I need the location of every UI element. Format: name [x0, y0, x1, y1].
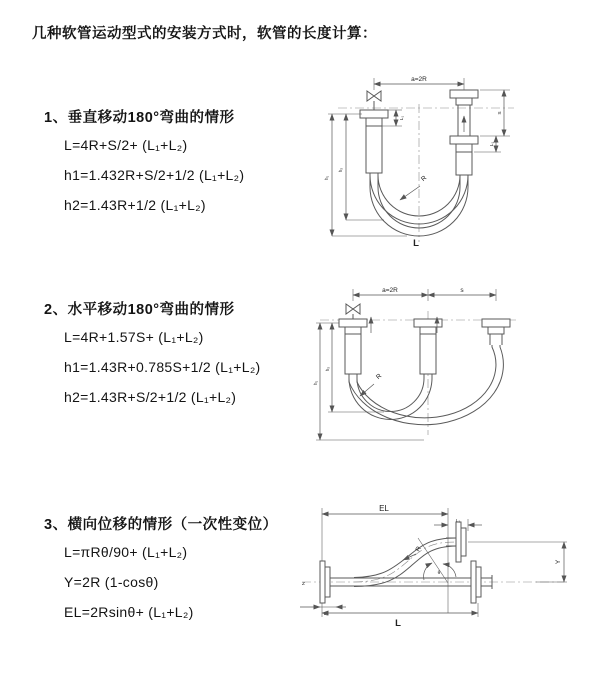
- section-3-formula-EL: EL=2Rsinθ+ (L₁+L₂): [64, 604, 194, 620]
- dim-label-h1: h₁: [325, 175, 330, 181]
- radius-label: R: [414, 545, 423, 554]
- left-pipe-flange: [360, 110, 388, 173]
- dim-label-el: EL: [379, 504, 389, 513]
- page-title: 几种软管运动型式的安装方式时，软管的长度计算：: [32, 26, 377, 42]
- diagram-3-svg: [296, 500, 581, 640]
- centerline-mark: Z: [302, 582, 305, 587]
- valve-icon: [367, 91, 381, 110]
- valve-icon: [346, 304, 360, 319]
- diagram-1-svg: [312, 70, 537, 255]
- section-1-heading: 1、垂直移动180°弯曲的情形: [44, 110, 235, 126]
- dim-label-l1-right: L₁: [490, 141, 495, 147]
- dimension-s: [428, 287, 496, 295]
- s-curve-hose-displaced: [354, 538, 456, 587]
- section-1-formula-L: L=4R+S/2+ (L₁+L₂): [64, 137, 188, 153]
- dimension-y: [468, 542, 567, 582]
- section-3-formula-Y: Y=2R (1-cosθ): [64, 574, 159, 590]
- length-label: L: [413, 238, 419, 249]
- dim-label-h2: h₂: [326, 366, 331, 372]
- dim-label-y: Y: [555, 559, 562, 565]
- section-3-heading: 3、横向位移的情形（一次性变位）: [44, 517, 278, 533]
- dim-label-a2r: a=2R: [382, 287, 398, 294]
- dimension-s: [480, 90, 510, 136]
- centerlines: [338, 104, 514, 242]
- dimension-a2r: [353, 287, 496, 301]
- section-1-formula-h2: h2=1.43R+1/2 (L₁+L₂): [64, 197, 206, 213]
- diagram-lateral-displacement: [296, 500, 581, 645]
- right-flange: [471, 561, 492, 603]
- dim-label-h1: h₁: [314, 380, 319, 386]
- section-2-formula-h1: h1=1.43R+0.785S+1/2 (L₁+L₂): [64, 359, 261, 375]
- length-label: L: [395, 618, 401, 629]
- dim-label-h2: h₂: [339, 167, 344, 173]
- radius-label: R: [419, 174, 429, 184]
- left-flange: [320, 561, 330, 603]
- section-2-formula-L: L=4R+1.57S+ (L₁+L₂): [64, 329, 204, 345]
- theta-label: θ: [437, 571, 441, 576]
- right-pipe-flanges: [450, 90, 478, 175]
- dim-label-a2r: a=2R: [411, 76, 427, 83]
- radius-callout: [400, 174, 428, 200]
- dim-label-s: S: [498, 111, 503, 115]
- dim-label-l1-left: L₁: [400, 115, 405, 121]
- moving-pipe-flange-pos1: [414, 319, 442, 374]
- dimension-el: [322, 504, 448, 613]
- dimension-a2r: [374, 76, 464, 90]
- dim-label-l2: L₂: [323, 612, 329, 617]
- dim-label-s: s: [460, 287, 464, 294]
- moving-pipe-flange-pos2: [482, 319, 510, 345]
- dim-label-l1: L₁: [455, 519, 461, 524]
- diagram-2-svg: [306, 283, 546, 463]
- dimension-h1: [313, 323, 424, 440]
- section-3-formula-L: L=πRθ/90+ (L₁+L₂): [64, 544, 188, 560]
- fixed-pipe-flange: [339, 319, 367, 374]
- diagram-vertical-180-bend: [312, 70, 537, 260]
- radius-label: R: [374, 372, 384, 382]
- section-1-formula-h1: h1=1.432R+S/2+1/2 (L₁+L₂): [64, 167, 245, 183]
- dimension-l2: [300, 607, 346, 617]
- section-2-formula-h2: h2=1.43R+S/2+1/2 (L₁+L₂): [64, 389, 237, 405]
- diagram-horizontal-180-bend: [306, 283, 546, 468]
- section-2-heading: 2、水平移动180°弯曲的情形: [44, 302, 235, 318]
